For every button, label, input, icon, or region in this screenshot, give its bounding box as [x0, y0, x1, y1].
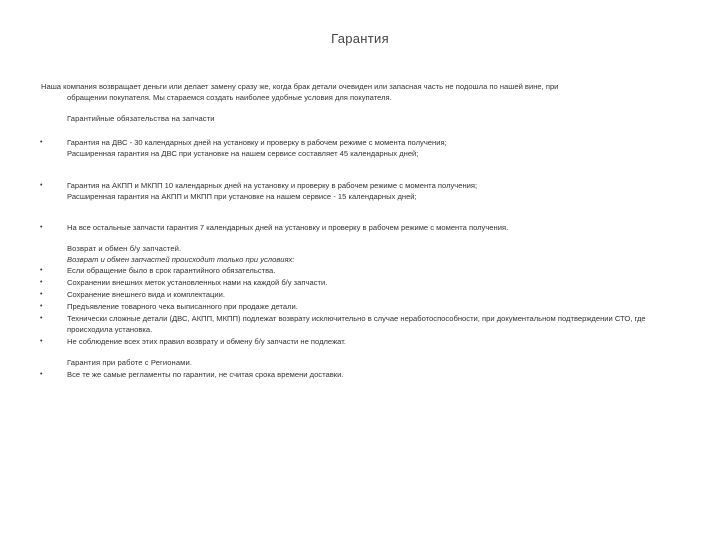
bullet-icon: • [40, 182, 43, 189]
warranty-item-engine [67, 138, 677, 159]
page-title: Гарантия [331, 31, 389, 46]
return-subheading: Возврат и обмен запчастей происходит только при условиях: [67, 255, 295, 264]
bullet-icon: • [40, 291, 43, 298]
warranty-item-other [67, 223, 677, 234]
warranty-item-line: Гарантия на ДВС - 30 календарных дней на установку и проверку в рабочем режиме с момента получения; [67, 138, 447, 147]
intro-line-2: обращении покупателя. Мы стараемся создать наиболее удобные условия для покупателя. [67, 92, 392, 102]
return-item: Технически сложные детали (ДВС, АКПП, МКПП) подлежат возврату исключительно в случае неработоспособности, при документальном подтверждении СТО, где происходила установка. [67, 314, 646, 334]
return-heading: Возврат и обмен б/у запчастей. [67, 244, 182, 253]
return-item: Сохранение внешнего вида и комплектации. [67, 290, 225, 299]
warranty-item-line: Расширенная гарантия на АКПП и МКПП при установке на нашем сервисе - 15 календарных дней; [67, 191, 417, 201]
bullet-icon: • [40, 267, 43, 274]
warranty-heading: Гарантийные обязательства на запчасти [67, 114, 215, 123]
bullet-icon: • [40, 338, 43, 345]
warranty-item-line: Гарантия на АКПП и МКПП 10 календарных дней на установку и проверку в рабочем режиме с момента получения; [67, 181, 478, 190]
regions-text: Все те же самые регламенты по гарантии, не считая срока времени доставки. [67, 370, 344, 379]
warranty-item-gearbox [67, 181, 677, 202]
bullet-icon: • [40, 303, 43, 310]
bullet-icon: • [40, 139, 43, 146]
return-item: Сохранении внешних меток установленных нами на каждой б/у запчасти. [67, 278, 328, 287]
bullet-icon: • [40, 315, 43, 322]
intro-line-1: Наша компания возвращает деньги или делает замену сразу же, когда брак детали очевиден или запасная часть не подошла по нашей вине, при [41, 82, 559, 91]
bullet-icon: • [40, 224, 43, 231]
return-item: Если обращение было в срок гарантийного обязательства. [67, 266, 276, 275]
regions-heading: Гарантия при работе с Регионами. [67, 358, 193, 367]
warranty-item-line: Расширенная гарантия на ДВС при установке на нашем сервисе составляет 45 календарных дней; [67, 148, 419, 158]
bullet-icon: • [40, 279, 43, 286]
bullet-icon: • [40, 371, 43, 378]
return-item: Предъявление товарного чека выписанного при продаже детали. [67, 302, 298, 311]
return-item: Не соблюдение всех этих правил возврату и обмену б/у запчасти не подлежат. [67, 337, 346, 346]
intro-paragraph [41, 82, 681, 103]
warranty-item-line: На все остальные запчасти гарантия 7 календарных дней на установку и проверку в рабочем режиме с момента получения. [67, 223, 509, 232]
